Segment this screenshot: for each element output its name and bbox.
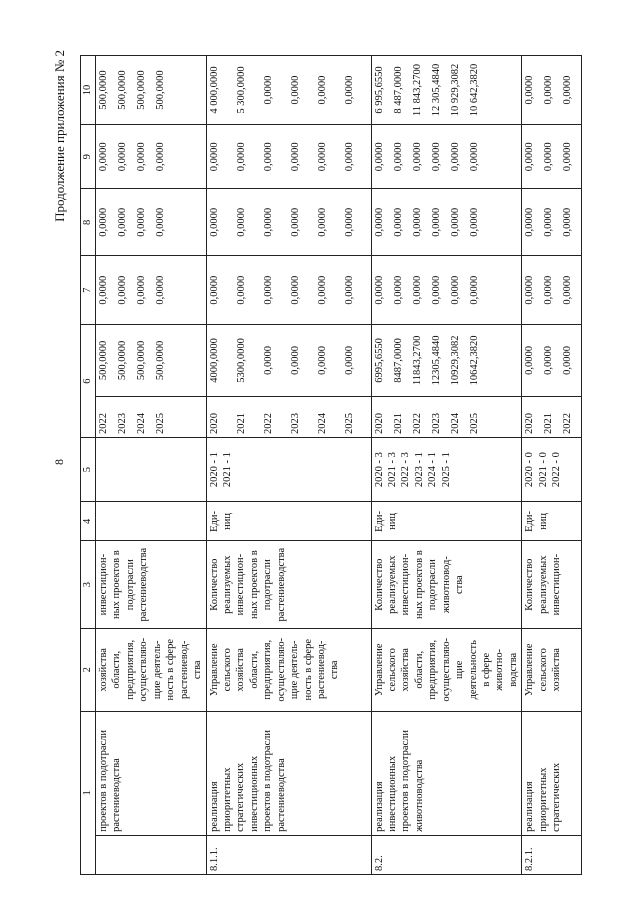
amount-col9-line: 0,0000 bbox=[430, 142, 442, 172]
indicator-line: реализуемых bbox=[537, 555, 549, 614]
amount-col7-line: 0,0000 bbox=[155, 275, 166, 305]
amount-col7-line: 0,0000 bbox=[392, 275, 404, 305]
executor-line: области, bbox=[413, 650, 425, 689]
executor-line: Управление bbox=[208, 643, 220, 697]
amount-col10-line: 4 000,0000 bbox=[208, 66, 220, 114]
executor-line: деятельность bbox=[467, 640, 479, 700]
amount-col9-line: 0,0000 bbox=[136, 142, 147, 172]
target-values-line: 2021 - 3 bbox=[386, 452, 398, 488]
measure-name-line: растениеводства bbox=[111, 758, 123, 832]
unit-line: Еди- bbox=[373, 510, 385, 532]
col-header-9: 9 bbox=[81, 125, 96, 189]
executor-cell bbox=[96, 628, 207, 711]
indicator-line: инвестицион- bbox=[400, 553, 412, 616]
amount-col10-line: 6 995,6550 bbox=[373, 66, 385, 114]
indicator-line: ных проектов в bbox=[111, 550, 123, 619]
amount-col9-line: 0,0000 bbox=[316, 142, 328, 172]
measure-name-line: животноводства bbox=[413, 759, 425, 832]
amount-col7-line: 0,0000 bbox=[208, 275, 220, 305]
header-row bbox=[81, 56, 96, 875]
indicator-cell bbox=[371, 541, 522, 628]
years-line: 2025 bbox=[343, 412, 355, 434]
amount-col6-line: 6995,6550 bbox=[373, 338, 385, 383]
executor-line: сельского bbox=[386, 648, 398, 692]
executor-line: ность в сфере bbox=[302, 639, 314, 701]
years-line: 2022 bbox=[562, 412, 574, 434]
unit-cell bbox=[96, 502, 207, 541]
amount-col10-line: 0,0000 bbox=[316, 75, 328, 105]
years-line: 2024 bbox=[449, 412, 461, 434]
row-number-cell: 8.2. bbox=[371, 835, 522, 874]
amount-col8-line: 0,0000 bbox=[98, 207, 109, 237]
amount-col7-cell bbox=[96, 256, 207, 325]
years-line: 2022 bbox=[411, 412, 423, 434]
measure-name-cell bbox=[96, 711, 207, 835]
target-values-line: 2021 - 0 bbox=[537, 452, 549, 488]
amount-col8-line: 0,0000 bbox=[468, 207, 480, 237]
amount-col6-line: 500,0000 bbox=[98, 340, 109, 381]
amount-col6-line: 0,0000 bbox=[316, 345, 328, 375]
measure-name-line: стратегических bbox=[551, 762, 563, 832]
executor-line: водства bbox=[507, 652, 519, 687]
indicator-line: подотрасли bbox=[262, 559, 274, 611]
executor-cell bbox=[371, 628, 522, 711]
years-cell bbox=[371, 396, 522, 437]
years-line: 2024 bbox=[136, 412, 147, 434]
executor-line: растениевод- bbox=[316, 640, 327, 699]
amount-col7-line: 0,0000 bbox=[449, 275, 461, 305]
indicator-line: реализуемых bbox=[221, 555, 233, 614]
amount-col7-line: 0,0000 bbox=[316, 275, 328, 305]
amount-col10-line: 0,0000 bbox=[289, 75, 301, 105]
target-values-cell bbox=[96, 437, 207, 501]
executor-cell bbox=[206, 628, 371, 711]
target-values-line: 2022 - 0 bbox=[551, 452, 563, 488]
unit-line: Еди- bbox=[524, 510, 536, 532]
target-values-line: 2020 - 1 bbox=[208, 452, 220, 488]
indicator-line: инвестицион- bbox=[235, 553, 247, 616]
years-line: 2021 bbox=[392, 412, 404, 434]
amount-col8-line: 0,0000 bbox=[562, 207, 574, 237]
amount-col7-line: 0,0000 bbox=[343, 275, 355, 305]
executor-line: ства bbox=[192, 660, 204, 680]
indicator-line: инвестицион- bbox=[551, 553, 563, 616]
amount-col6-cell bbox=[522, 325, 582, 396]
target-values-line: 2020 - 3 bbox=[373, 452, 385, 488]
document-page bbox=[50, 30, 610, 875]
appendix-caption: Продолжение приложения № 2 bbox=[52, 50, 67, 222]
amount-col9-line: 0,0000 bbox=[208, 142, 220, 172]
indicator-line: подотрасли bbox=[427, 559, 439, 611]
indicator-line: инвестицион- bbox=[98, 553, 109, 616]
target-values-line: 2020 - 0 bbox=[524, 452, 536, 488]
executor-line: осуществляю- bbox=[138, 637, 150, 702]
measure-name-line: инвестиционных bbox=[248, 755, 260, 832]
amount-col8-line: 0,0000 bbox=[543, 207, 555, 237]
amount-col6-line: 5300,0000 bbox=[235, 338, 247, 383]
amount-col9-line: 0,0000 bbox=[235, 142, 247, 172]
amount-col8-line: 0,0000 bbox=[524, 207, 536, 237]
executor-line: предприятия, bbox=[427, 639, 439, 700]
col-header-4: 4 bbox=[81, 502, 96, 541]
years-line: 2023 bbox=[117, 412, 128, 434]
amount-col9-cell bbox=[371, 125, 522, 189]
col-header-2: 2 bbox=[81, 628, 96, 711]
indicator-line: растениеводства bbox=[138, 547, 150, 622]
amount-col8-line: 0,0000 bbox=[289, 207, 301, 237]
amount-col8-line: 0,0000 bbox=[155, 207, 166, 237]
indicator-cell bbox=[96, 541, 207, 628]
measure-name-line: проектов в подотрасли bbox=[262, 729, 274, 832]
amount-col7-line: 0,0000 bbox=[543, 275, 555, 305]
indicator-line: растениеводства bbox=[275, 547, 287, 622]
executor-line: щие деятель- bbox=[151, 640, 163, 700]
col-header-3: 3 bbox=[81, 541, 96, 628]
amount-col9-cell bbox=[206, 125, 371, 189]
amount-col7-cell bbox=[206, 256, 371, 325]
unit-line: ниц bbox=[386, 512, 398, 530]
amount-col8-line: 0,0000 bbox=[449, 207, 461, 237]
measure-name-cell bbox=[522, 711, 582, 835]
indicator-cell bbox=[206, 541, 371, 628]
amount-col6-line: 0,0000 bbox=[343, 345, 355, 375]
col-header-7: 7 bbox=[81, 256, 96, 325]
executor-line: Управление bbox=[373, 643, 385, 697]
amount-col10-line: 500,0000 bbox=[98, 70, 109, 110]
amount-col6-line: 0,0000 bbox=[524, 345, 536, 375]
executor-line: животно- bbox=[494, 648, 506, 691]
measure-name-line: проектов в подотрасли bbox=[400, 729, 412, 832]
target-values-line: 2024 - 1 bbox=[427, 452, 439, 488]
amount-col10-line: 10 929,3082 bbox=[449, 63, 461, 117]
indicator-line: Количество bbox=[373, 558, 385, 611]
amount-col10-line: 0,0000 bbox=[343, 75, 355, 105]
executor-cell bbox=[522, 628, 582, 711]
years-line: 2021 bbox=[543, 412, 555, 434]
amount-col9-cell bbox=[522, 125, 582, 189]
amount-col8-line: 0,0000 bbox=[208, 207, 220, 237]
amount-col10-line: 0,0000 bbox=[262, 75, 274, 105]
executor-line: хозяйства bbox=[235, 648, 247, 692]
measure-name-line: приоритетных bbox=[537, 767, 549, 832]
unit-cell bbox=[522, 502, 582, 541]
executor-line: хозяйства bbox=[551, 648, 563, 692]
amount-col9-line: 0,0000 bbox=[411, 142, 423, 172]
amount-col8-line: 0,0000 bbox=[117, 207, 128, 237]
amount-col8-line: 0,0000 bbox=[430, 207, 442, 237]
amount-col10-line: 10 642,3820 bbox=[468, 63, 480, 117]
amount-col9-line: 0,0000 bbox=[117, 142, 128, 172]
years-line: 2025 bbox=[155, 412, 166, 434]
amount-col10-line: 12 305,4840 bbox=[430, 63, 442, 117]
amount-col8-cell bbox=[522, 189, 582, 256]
amount-col9-line: 0,0000 bbox=[449, 142, 461, 172]
amount-col6-cell bbox=[96, 325, 207, 396]
amount-col10-line: 0,0000 bbox=[543, 75, 555, 105]
col-header-1: 1 bbox=[81, 711, 96, 874]
executor-line: ность в сфере bbox=[165, 639, 177, 701]
amount-col7-line: 0,0000 bbox=[411, 275, 423, 305]
executor-line: сельского bbox=[537, 648, 549, 692]
amount-col8-line: 0,0000 bbox=[343, 207, 355, 237]
unit-line: ниц bbox=[537, 512, 549, 530]
amount-col6-line: 4000,0000 bbox=[208, 338, 220, 383]
amount-col7-line: 0,0000 bbox=[289, 275, 301, 305]
amount-col7-cell bbox=[522, 256, 582, 325]
table-row bbox=[96, 56, 207, 875]
amount-col7-line: 0,0000 bbox=[98, 275, 109, 305]
amount-col8-line: 0,0000 bbox=[235, 207, 247, 237]
executor-line: предприятия, bbox=[124, 639, 136, 700]
amount-col6-line: 500,0000 bbox=[136, 340, 147, 381]
years-cell bbox=[206, 396, 371, 437]
amount-col7-line: 0,0000 bbox=[235, 275, 247, 305]
amount-col10-line: 500,0000 bbox=[155, 70, 166, 110]
amount-col9-line: 0,0000 bbox=[524, 142, 536, 172]
target-values-cell bbox=[371, 437, 522, 501]
amount-col6-cell bbox=[371, 325, 522, 396]
indicator-line: ных проектов в bbox=[413, 550, 425, 619]
target-values-cell bbox=[522, 437, 582, 501]
amount-col6-line: 0,0000 bbox=[262, 345, 274, 375]
unit-line: Еди- bbox=[208, 510, 220, 532]
executor-line: сельского bbox=[221, 648, 233, 692]
amount-col8-line: 0,0000 bbox=[392, 207, 404, 237]
years-line: 2024 bbox=[316, 412, 328, 434]
measure-name-line: проектов в подотрасли bbox=[98, 729, 109, 832]
executor-line: растениевод- bbox=[178, 640, 190, 699]
measure-name-line: реализация bbox=[524, 781, 536, 832]
row-number-cell: 8.2.1. bbox=[522, 835, 582, 874]
measure-name-cell bbox=[206, 711, 371, 835]
years-line: 2020 bbox=[208, 412, 220, 434]
amount-col7-line: 0,0000 bbox=[524, 275, 536, 305]
amount-col8-line: 0,0000 bbox=[411, 207, 423, 237]
amount-col7-line: 0,0000 bbox=[136, 275, 147, 305]
executor-line: осуществляю- bbox=[275, 637, 287, 702]
years-line: 2022 bbox=[262, 412, 274, 434]
amount-col10-line: 8 487,0000 bbox=[392, 66, 404, 114]
amount-col8-line: 0,0000 bbox=[262, 207, 274, 237]
amount-col9-line: 0,0000 bbox=[289, 142, 301, 172]
measure-name-line: растениеводства bbox=[275, 758, 287, 832]
executor-line: ства bbox=[329, 660, 341, 680]
executor-line: щие bbox=[454, 660, 466, 679]
program-table bbox=[80, 55, 582, 875]
amount-col6-line: 11843,2700 bbox=[411, 335, 423, 386]
row-number-cell: 8.1.1. bbox=[206, 835, 371, 874]
amount-col10-line: 5 300,0000 bbox=[235, 66, 247, 114]
amount-col8-line: 0,0000 bbox=[316, 207, 328, 237]
table-row bbox=[206, 56, 371, 875]
amount-col9-line: 0,0000 bbox=[562, 142, 574, 172]
years-line: 2020 bbox=[373, 412, 385, 434]
amount-col9-line: 0,0000 bbox=[343, 142, 355, 172]
amount-col8-cell bbox=[206, 189, 371, 256]
indicator-line: реализуемых bbox=[386, 555, 398, 614]
indicator-line: подотрасли bbox=[124, 559, 136, 611]
amount-col10-line: 500,0000 bbox=[117, 70, 128, 110]
row-number-cell bbox=[96, 835, 207, 874]
amount-col6-line: 12305,4840 bbox=[430, 335, 442, 386]
indicator-line: Количество bbox=[524, 558, 536, 611]
amount-col10-line: 0,0000 bbox=[562, 75, 574, 105]
measure-name-line: приоритетных bbox=[221, 767, 233, 832]
amount-col10-line: 11 843,2700 bbox=[411, 63, 423, 117]
amount-col8-line: 0,0000 bbox=[373, 207, 385, 237]
amount-col6-line: 0,0000 bbox=[543, 345, 555, 375]
executor-line: хозяйства bbox=[98, 648, 109, 692]
years-line: 2021 bbox=[235, 412, 247, 434]
amount-col7-line: 0,0000 bbox=[373, 275, 385, 305]
years-line: 2022 bbox=[98, 412, 109, 434]
col-header-5: 5 bbox=[81, 437, 96, 501]
target-values-line: 2022 - 3 bbox=[400, 452, 412, 488]
amount-col9-line: 0,0000 bbox=[373, 142, 385, 172]
page-number: 8 bbox=[52, 459, 66, 465]
col-header-10: 10 bbox=[81, 56, 96, 125]
amount-col8-cell bbox=[96, 189, 207, 256]
amount-col6-line: 0,0000 bbox=[289, 345, 301, 375]
measure-name-cell bbox=[371, 711, 522, 835]
table-row bbox=[371, 56, 522, 875]
executor-line: области, bbox=[111, 650, 123, 689]
amount-col8-line: 0,0000 bbox=[136, 207, 147, 237]
years-cell bbox=[522, 396, 582, 437]
amount-col9-line: 0,0000 bbox=[155, 142, 166, 172]
target-values-cell bbox=[206, 437, 371, 501]
amount-col10-cell bbox=[96, 56, 207, 125]
amount-col7-line: 0,0000 bbox=[117, 275, 128, 305]
amount-col6-line: 500,0000 bbox=[155, 340, 166, 381]
unit-cell bbox=[206, 502, 371, 541]
amount-col6-cell bbox=[206, 325, 371, 396]
amount-col9-line: 0,0000 bbox=[392, 142, 404, 172]
amount-col10-cell bbox=[371, 56, 522, 125]
target-values-line: 2025 - 1 bbox=[440, 452, 452, 488]
indicator-line: ных проектов в bbox=[248, 550, 260, 619]
amount-col6-line: 500,0000 bbox=[117, 340, 128, 381]
measure-name-line: стратегических bbox=[235, 762, 247, 832]
executor-line: области, bbox=[248, 650, 260, 689]
indicator-line: Количество bbox=[208, 558, 220, 611]
amount-col9-line: 0,0000 bbox=[543, 142, 555, 172]
years-line: 2023 bbox=[289, 412, 301, 434]
target-values-line: 2021 - 1 bbox=[221, 452, 233, 488]
indicator-line: животновод- bbox=[440, 556, 452, 614]
target-values-line: 2023 - 1 bbox=[413, 452, 425, 488]
amount-col9-line: 0,0000 bbox=[262, 142, 274, 172]
amount-col6-line: 10642,3820 bbox=[468, 335, 480, 386]
amount-col6-line: 8487,0000 bbox=[392, 338, 404, 383]
executor-line: Управление bbox=[524, 643, 536, 697]
indicator-cell bbox=[522, 541, 582, 628]
table-row bbox=[522, 56, 582, 875]
executor-line: предприятия, bbox=[262, 639, 274, 700]
executor-line: осуществляю- bbox=[440, 637, 452, 702]
amount-col6-line: 0,0000 bbox=[562, 345, 574, 375]
amount-col10-line: 0,0000 bbox=[524, 75, 536, 105]
col-header-8: 8 bbox=[81, 189, 96, 256]
amount-col7-line: 0,0000 bbox=[262, 275, 274, 305]
executor-line: в сфере bbox=[481, 652, 492, 687]
amount-col7-line: 0,0000 bbox=[468, 275, 480, 305]
measure-name-line: реализация bbox=[373, 781, 385, 832]
amount-col8-cell bbox=[371, 189, 522, 256]
amount-col9-cell bbox=[96, 125, 207, 189]
years-line: 2025 bbox=[468, 412, 480, 434]
executor-line: щие деятель- bbox=[289, 640, 301, 700]
measure-name-line: инвестиционных bbox=[386, 755, 398, 832]
amount-col6-line: 10929,3082 bbox=[449, 335, 461, 386]
years-line: 2023 bbox=[430, 412, 442, 434]
amount-col10-cell bbox=[522, 56, 582, 125]
amount-col7-line: 0,0000 bbox=[562, 275, 574, 305]
amount-col7-line: 0,0000 bbox=[430, 275, 442, 305]
indicator-line: ства bbox=[454, 575, 466, 595]
amount-col7-cell bbox=[371, 256, 522, 325]
unit-line: ниц bbox=[221, 512, 233, 530]
years-line: 2020 bbox=[524, 412, 536, 434]
amount-col10-cell bbox=[206, 56, 371, 125]
executor-line: хозяйства bbox=[400, 648, 412, 692]
amount-col9-line: 0,0000 bbox=[98, 142, 109, 172]
col-header-6: 6 bbox=[81, 325, 96, 438]
years-cell bbox=[96, 396, 207, 437]
measure-name-line: реализация bbox=[208, 781, 220, 832]
amount-col10-line: 500,0000 bbox=[136, 70, 147, 110]
unit-cell bbox=[371, 502, 522, 541]
amount-col9-line: 0,0000 bbox=[468, 142, 480, 172]
